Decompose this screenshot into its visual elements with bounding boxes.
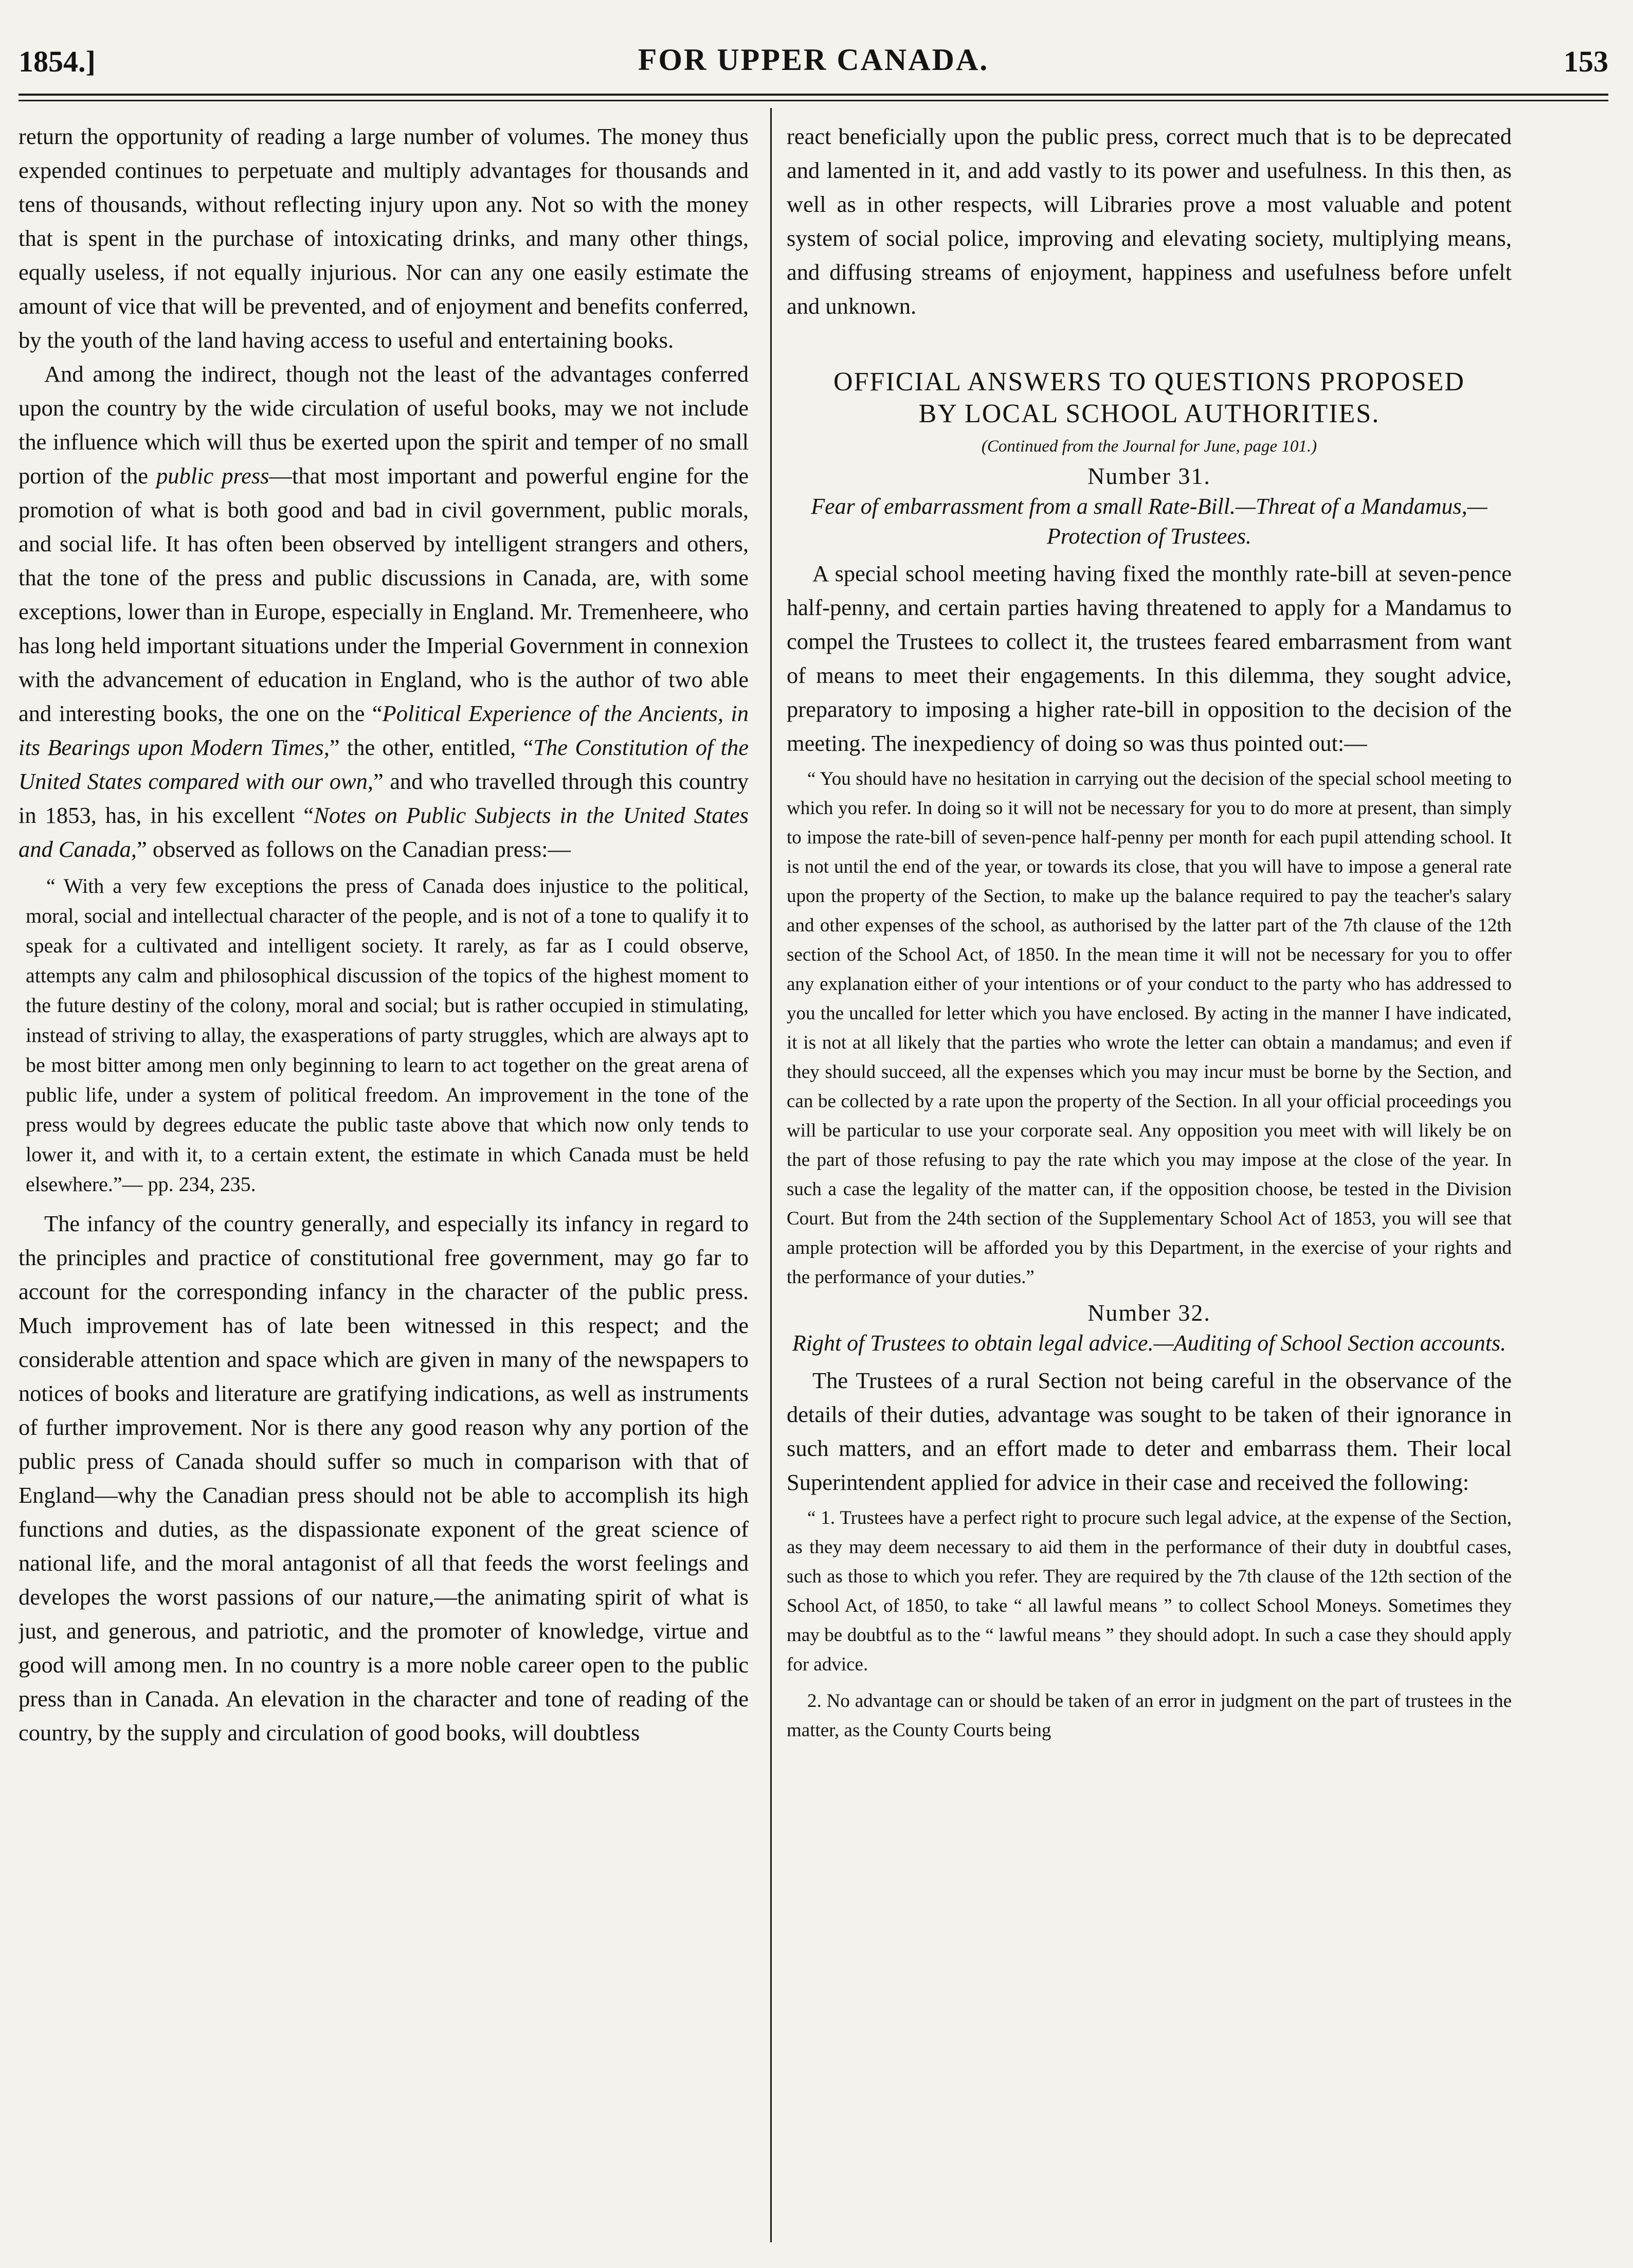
header-title: FOR UPPER CANADA.	[638, 43, 989, 77]
paragraph: react beneficially upon the public press, correct much that is to be deprecated and lamented in it, and add vastly to its power and usefulness. In this then, as well as in other respects, will Libraries prove a most valuable and potent system of social police, improving and elevating society, multiplying means, and diffusing streams of enjoyment, happiness and usefulness before unfelt and unknown.	[787, 123, 1512, 319]
question-subhead: Fear of embarrassment from a small Rate-Bill.—Threat of a Mandamus,—Protection of Trustees.	[811, 494, 1487, 549]
book-title: Political Experience of the Ancients, in its Bearings upon Modern Times,	[19, 700, 749, 760]
left-column	[19, 119, 749, 2248]
book-title: Notes on Public Subjects in the United States and Canada,	[19, 802, 749, 862]
page-number: 153	[1564, 45, 1608, 78]
block-quote: “ 1. Trustees have a perfect right to procure such legal advice, at the expense of the Section, as they may deem necessary to aid them in the performance of their duty in doubtful cases, such as those to which you refer. They are required by the 7th clause of the 12th section of the School Act, of 1850, to take “ all lawful means ” to collect School Moneys. Sometimes they may be doubtful as to the “ lawful means ” they should adopt. In such a case they should apply for advice.	[787, 1507, 1512, 1675]
paragraph: A special school meeting having fixed the monthly rate-bill at seven-pence half-penny, and certain parties having threatened to apply for a Mandamus to compel the Trustees to collect it, the trustees feared embarrasment from want of means to meet their engagements. In this dilemma, they sought advice, preparatory to imposing a higher rate-bill in opposition to the decision of the meeting. The inexpediency of doing so was thus pointed out:—	[787, 561, 1512, 756]
paragraph: And among the indirect, though not the least of the advantages conferred upon the country by the wide circulation of useful books, may we not include the influence which will thus be exerted upon the spirit and temper of no small portion of the public press—that most important and powerful engine for the promotion of what is both good and bad in civil government, public morals, and social life. It has often been observed by intelligent strangers and others, that the tone of the press and public discussions in Canada, are, with some exceptions, lower than in Europe, especially in England. Mr. Tremenheere, who has long held important situations under the Imperial Government in connexion with the advancement of education in England, who is the author of two able and interesting books, the one on the “Political Experience of the Ancients, in its Bearings upon Modern Times,” the other, entitled, “The Constitution of the United States compared with our own,” and who travelled through this country in 1853, has, in his excellent “Notes on Public Subjects in the United States and Canada,” observed as follows on the Canadian press:—	[19, 361, 749, 862]
question-subhead: Right of Trustees to obtain legal advice.—Auditing of School Section accounts.	[792, 1330, 1507, 1356]
block-quote: 2. No advantage can or should be taken of an error in judgment on the part of trustees in the matter, as the County Courts being	[787, 1690, 1512, 1741]
header-year: 1854.]	[19, 45, 96, 78]
paragraph: The infancy of the country generally, and especially its infancy in regard to the principles and practice of constitutional free government, may go far to account for the corresponding infancy in the character of the public press. Much improvement has of late been witnessed in this respect; and the considerable attention and space which are given in many of the newspapers to notices of books and literature are gratifying indications, as well as instruments of further improvement. Nor is there any good reason why any portion of the public press of Canada should suffer so much in comparison with that of England—why the Canadian press should not be able to accomplish its high functions and duties, as the dispassionate exponent of the great science of national life, and the moral antagonist of all that feeds the worst feelings and developes the worst passions of our nature,—the animating spirit of what is just, and generous, and patriotic, and the promoter of knowledge, virtue and good will among men. In no country is a more noble career open to the public press than in Canada. An elevation in the character and tone of reading of the country, by the supply and circulation of good books, will doubtless	[19, 1211, 749, 1745]
continued-note: (Continued from the Journal for June, page 101.)	[981, 437, 1317, 456]
paragraph: return the opportunity of reading a large number of volumes. The money thus expended continues to perpetuate and multiply advantages for thousands and tens of thousands, without reflecting injury upon any. Not so with the money that is spent in the purchase of intoxicating drinks, and many other things, equally useless, if not equally injurious. Nor can any one easily estimate the amount of vice that will be prevented, and of enjoyment and benefits conferred, by the youth of the land having access to useful and entertaining books.	[19, 123, 749, 353]
column-divider	[770, 108, 772, 2242]
header-rule	[19, 94, 1608, 96]
emphasis: public press	[156, 463, 269, 489]
right-column	[787, 119, 1512, 2248]
question-number: Number 31.	[1087, 463, 1211, 489]
question-number: Number 32.	[1087, 1300, 1211, 1326]
block-quote: “ You should have no hesitation in carrying out the decision of the special school meeting to which you refer. In doing so it will not be necessary for you to do more at present, than simply to impose the rate-bill of seven-pence half-penny per month for each pupil attending school. It is not until the end of the year, or towards its close, that you will have to impose a general rate upon the property of the Section, to make up the balance required to pay the teacher's salary and other expenses of the school, as authorised by the latter part of the 7th clause of the 12th section of the School Act, of 1850. In the mean time it will not be necessary for you to offer any explanation either of your intentions or of your conduct to the party who has addressed to you the uncalled for letter which you have enclosed. By acting in the manner I have indicated, it is not at all likely that the parties who wrote the letter can obtain a mandamus; and even if they should succeed, all the expenses which you may incur must be borne by the Section, and can be collected by a rate upon the property of the Section. In all your official proceedings you will be particular to use your corporate seal. Any opposition you meet with will likely be on the part of those refusing to pay the rate which you may impose at the close of the year. In such a case the legality of the matter can, if the opposition choose, be tested in the Division Court. But from the 24th section of the Supplementary School Act of 1853, you will see that ample protection will be afforded you by this Department, in the exercise of your rights and the performance of your duties.”	[787, 768, 1512, 1288]
section-title: OFFICIAL ANSWERS TO QUESTIONS PROPOSED BY LOCAL SCHOOL AUTHORITIES.	[833, 367, 1465, 428]
block-quote: “ With a very few exceptions the press of Canada does injustice to the political, moral, social and intellectual character of the people, and is not of a tone to qualify it to speak for a cultivated and intelligent society. It rarely, as far as I could observe, attempts any calm and philosophical discussion of the topics of the highest moment to the future destiny of the colony, moral and social; but is rather occupied in stimulating, instead of striving to allay, the exasperations of party struggles, which are always apt to be most bitter among men only beginning to learn to act together on the great arena of public life, under a system of political freedom. An improvement in the tone of the press would by degrees educate the public taste above that which now only tends to lower it, and with it, to a certain extent, the estimate in which Canada must be held elsewhere.”— pp. 234, 235.	[26, 874, 749, 1196]
header-rule-thin	[19, 100, 1608, 101]
paragraph: The Trustees of a rural Section not being careful in the observance of the details of their duties, advantage was sought to be taken of their ignorance in such matters, and an effort made to deter and embarrass them. Their local Superintendent applied for advice in their case and received the following:	[787, 1367, 1512, 1495]
book-title: The Constitution of the United States compared with our own,	[19, 734, 749, 794]
running-header	[19, 30, 1608, 86]
